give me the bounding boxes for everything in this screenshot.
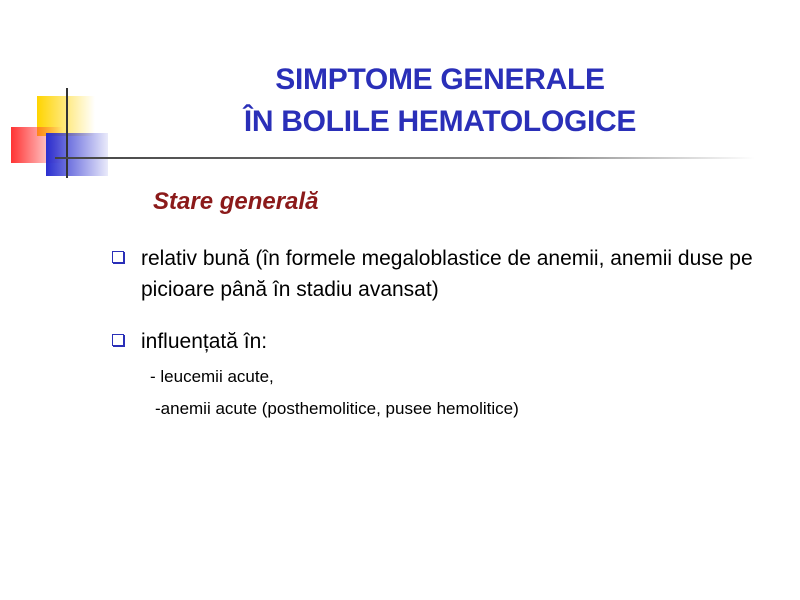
slide-title-line-2: ÎN BOLILE HEMATOLOGICE [243, 105, 637, 138]
sub-item: -anemii acute (posthemolitice, pusee hemolitice) [155, 399, 519, 418]
vertical-line [66, 88, 68, 178]
sub-item: - leucemii acute, [150, 367, 274, 386]
bullet-item: relativ bună (în formele megaloblastice de anemii, anemii duse pe picioare până în stadiu avansat) [141, 247, 753, 301]
horizontal-divider [55, 157, 755, 159]
hollow-square-bullet-icon [112, 334, 124, 346]
slide-title-line-1: SIMPTOME GENERALE [275, 63, 605, 96]
hollow-square-bullet-icon [112, 251, 124, 263]
section-subtitle: Stare generală [153, 188, 319, 215]
bullet-item: influențată în: [141, 330, 268, 353]
blue-square [46, 133, 108, 176]
